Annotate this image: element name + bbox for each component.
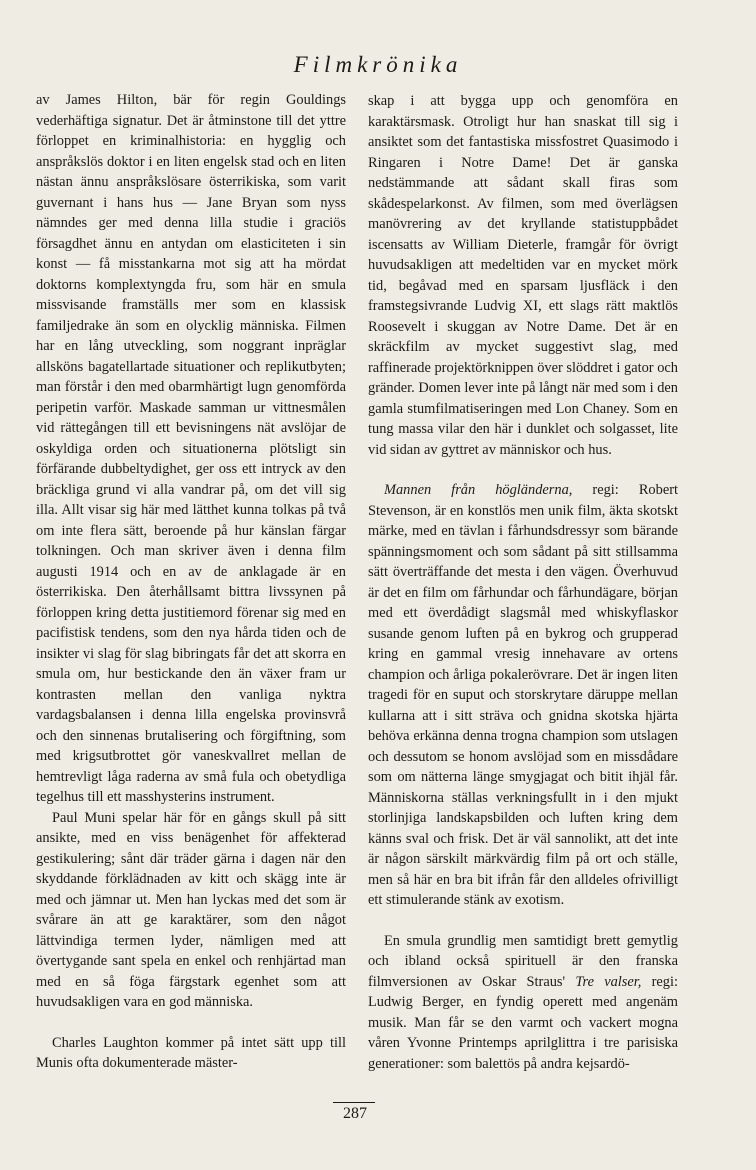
running-head-title: Filmkrönika <box>293 52 463 77</box>
film-title-tre-valser: Tre valser, <box>575 973 642 990</box>
folio-rule <box>333 1102 375 1103</box>
paragraph-charles-laughton-start: Charles Laughton kommer på intet sätt upp till Munis ofta dokumenterade mäster- <box>36 1034 346 1071</box>
paragraph-highlands-text: regi: Robert Stevenson, är en konstlös men unik film, äkta skotskt märke, med en tävlan i fårhundsdressyr som bärande spänningsmoment och som sådant på sitt stillsamma sätt överträffande det mesta i den vägen. Överhuvud är det en film om fårhundar och fårhundägare, början med ett överdådigt slagsmål med whiskyflaskor susande genom luften på en bykrog och grupperad kring en gammal vresig innehavare av ortens champion och årliga pokalerövrare. Det är ingen liten tragedi för en suput och storskrytare däruppe mellan kullarna att i sitt sträva och gnidna skotska hjärta behöva erkänna denna trogna champion som utslagen och dessutom se honom avslöjad som en missdådare som om nätterna länge smygjagat och bitit ihjäl får. Människorna ställas verkningsfullt in i den mjukt storlinjiga landskapsbilden och luften kring dem känns sval och frisk. Det är väl sannolikt, att det inte är någon särskilt märkvärdig film på ort och ställe, men så här en bra bit ifrån får den alldeles ofrivilligt ett stimulerande stänk av exotism. <box>368 482 678 908</box>
paragraph-tre-valser-text: regi: Ludwig Berger, en fyndig operett med angenäm musik. Man får se den varmt och vackert mogna våren Yvonne Printemps aprilglittra i tre parisiska generationer: som balettös på andra kejsardö- <box>368 973 678 1072</box>
page-number: 287 <box>343 1105 367 1122</box>
paragraph-tre-valser-lead: En smula grundlig men samtidigt brett gemytlig och ibland också spirituell är den franska filmversionen av Oskar Straus' <box>368 932 678 990</box>
paragraph-highlands-review <box>368 480 678 911</box>
paragraph-tre-valser-review <box>368 931 678 1075</box>
left-text-column <box>36 90 346 1074</box>
paragraph-hunchback-review: skap i att bygga upp och genomföra en karaktärsmask. Otroligt hur han snaskat till sig i ansiktet som det fantastiska missfostret Quasimodo i Ringaren i Notre Dame! Det är ganska nedstämmande att sådant skall firas som skådespelarkonst. Av filmen, som med överlägsen manövrering av det kryllande statistuppbådet iscensatts av William Dieterle, framgår för övrigt huvudsakligen att medeltiden var en mycket mörk tid, begåvad med en sparsam ljusfläck i den framstegsivrande Ludvig XI, ett slags rätt maktlös Roosevelt i skuggan av Notre Dame. Det är en skräckfilm av mycket suggestivt slag, med raffinerade projektörknippen över slöddret i gator och gränder. Domen lever inte på långt när med som i den gamla stumfilmatiseringen med Lon Chaney. Som en tung massa vilar den här i dunklet och solgasset, lite vid sidan av gyttret av människor och hus. <box>368 93 678 458</box>
film-title-mannen-fran-higlanderna: Mannen från högländerna, <box>384 482 573 498</box>
paragraph-paul-muni: Paul Muni spelar här för en gångs skull på sitt ansikte, med en viss benägenhet för affekterad gestikulering; sånt där träder gärna i dagen när den skyddande förklädnaden av kitt och skägg inte är med och jämnar ut. Men han lyckas med det som är svårare än att ge karaktärer, som den något lättvindiga termen lyder, nämligen med att övertygande sant spela en enkel och renhjärtad man med en så föga färgstark egenhet som att huvudsakligen vara en god människa. <box>36 809 346 1010</box>
paragraph-good-bye-mr-chips-review: av James Hilton, bär för regin Gouldings vederhäftiga signatur. Det är åtminstone till det yttre förloppet en kriminalhistoria: en hygglig och anspråkslös doktor i en liten engelsk stad och en liten nästan ännu anspråkslösare österrikiska, som varit guvernant i hans hus — Jane Bryan som nyss nämndes ger med denna lilla studie i graciös försagdhet ännu en antydan om elasticiteten i sin konst — få misstankarna mot sig att ha mördat doktorns komplextyngda fru, som här en smula missvisande framställs mer som en klassisk familjedrake än som en olycklig människa. Filmen har en lång utveckling, som noggrant inpräglar allsköns bagatellartade situationer och replikutbyten; man förstår i den med obarmhärtigt lugn genomförda peripetin varför. Maskade samman ur vittnesmålen vid rättegången till ett bevisningens nät avslöjar de oskyldiga orden och situationerna plötsligt sin förfärande dubbeltydighet, ger oss ett intryck av den bräckliga grund vi alla vandrar på, om det vill sig illa. Allt visar sig här med lätthet kunna tolkas på två om inte flera sätt, beroende på hur känslan färgar tolkningen. Och man skriver även i denna film augusti 1914 och en av de anklagade är en österrikiska. Den återhållsamt bittra livssynen på förloppen kring detta justitiemord förenar sig med en pacifistisk tendens, som den nya hårda tiden och de insikter vi slag för slag bibringats får det att skorra en smula om, hur bestickande den än växer fram ur kontrasten mellan den vanliga nyktra vardagsbalansen i denna lilla engelska provinsvrå och den sinnenas brutalisering och förgiftning, som med krigsutbrottet gör vaneskvallret mellan de hemtrevligt låga raderna av små fula och obetydliga tegelhus till ett masshysterins instrument. <box>36 92 346 805</box>
right-text-column <box>368 91 678 1074</box>
